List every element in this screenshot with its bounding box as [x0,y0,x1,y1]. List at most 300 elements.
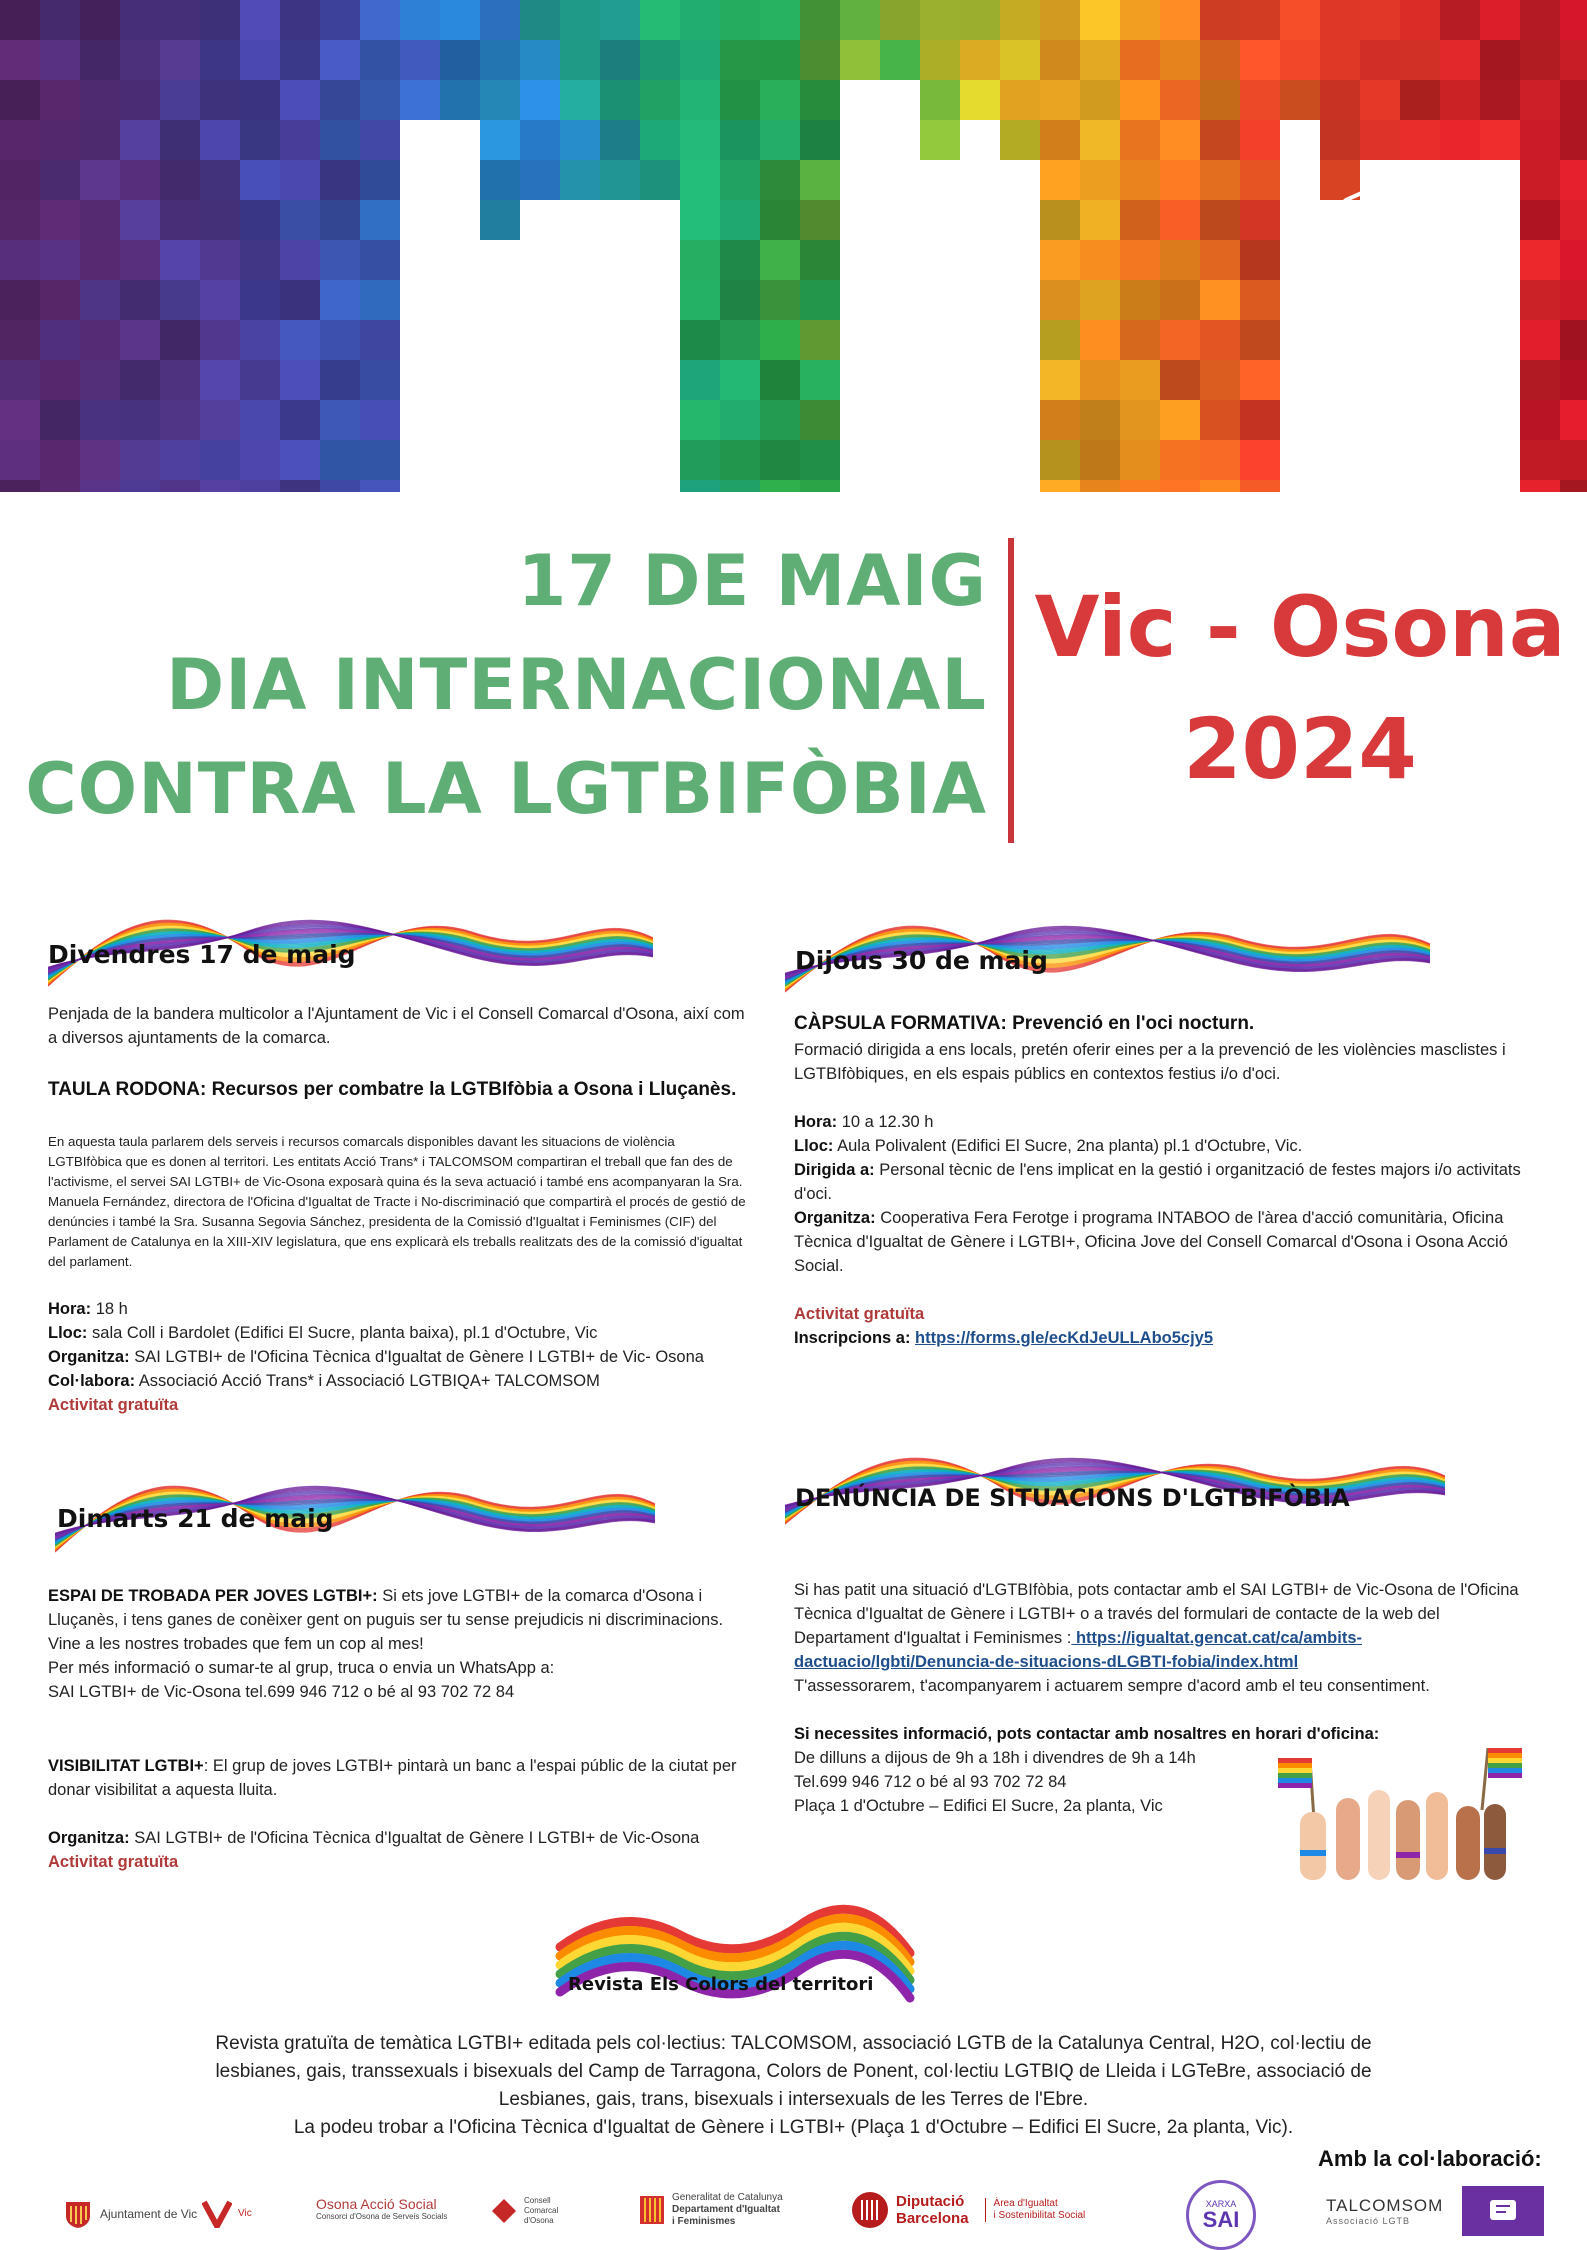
denuncia-banner [785,1422,1445,1542]
collab-label: Amb la col·laboració: [1318,2146,1542,2171]
mosaic-tile [320,480,360,492]
mosaic-tile [1040,120,1080,160]
mosaic-tile [1120,80,1160,120]
logo-consell-comarcal [490,2196,572,2226]
mosaic-tile [800,440,840,480]
event3-espai [48,1584,748,1704]
vic-v-icon [202,2198,232,2228]
denuncia-address: Plaça 1 d'Octubre – Edifici El Sucre, 2a planta, Vic [794,1797,1163,1815]
event3-visibilitat-text: : El grup de joves LGTBI+ pintarà un banc a l'espai públic de la ciutat per donar visibilitat a aquesta lluita. [48,1757,737,1799]
mosaic-tile [1080,120,1120,160]
mosaic-tile [1560,440,1587,480]
mosaic-tile [680,240,720,280]
denuncia-title: DENÚNCIA DE SITUACIONS D'LGTBIFÒBIA [795,1484,1350,1512]
mosaic-tile [240,160,280,200]
mosaic-tile [200,160,240,200]
mosaic-tile [40,440,80,480]
mosaic-tile [1520,0,1560,40]
logo-talcomsom-sub: Associació LGTB [1326,2216,1411,2226]
mosaic-tile [1560,240,1587,280]
mosaic-tile [320,40,360,80]
mosaic-tile [600,0,640,40]
mosaic-tile [280,240,320,280]
mosaic-tile [1200,400,1240,440]
mosaic-tile [320,320,360,360]
mosaic-tile [1560,400,1587,440]
mosaic-tile [120,480,160,492]
mosaic-tile [160,440,200,480]
mosaic-tile [360,440,400,480]
mosaic-tile [320,0,360,40]
mosaic-tile [760,480,800,492]
mosaic-tile [760,200,800,240]
event2-inscripcions-label: Inscripcions a: [794,1329,911,1347]
mosaic-tile [280,120,320,160]
logo-dipu-line2: Barcelona [896,2210,969,2227]
mosaic-tile [40,120,80,160]
denuncia-body [794,1578,1539,1698]
mosaic-tile [680,40,720,80]
mosaic-tile [1000,80,1040,120]
mosaic-tile [720,120,760,160]
mosaic-tile [760,320,800,360]
mosaic-tile [320,440,360,480]
mosaic-tile [1040,240,1080,280]
mosaic-tile [240,200,280,240]
mosaic-tile [120,320,160,360]
event1-details [48,1297,768,1417]
mosaic-tile [1160,240,1200,280]
mosaic-tile [280,80,320,120]
mosaic-tile [640,40,680,80]
mosaic-tile [1160,160,1200,200]
event1-hora: 18 h [95,1300,128,1318]
mosaic-tile [360,0,400,40]
mosaic-tile [240,240,280,280]
diputacio-icon [850,2190,890,2230]
mosaic-tile [400,0,440,40]
mosaic-tile [1160,0,1200,40]
mosaic-tile [280,160,320,200]
mosaic-tile [1240,160,1280,200]
mosaic-tile [320,400,360,440]
logo-diputacio-barcelona [850,2190,1085,2230]
mosaic-tile [40,400,80,440]
mosaic-tile [1520,240,1560,280]
mosaic-tile [320,160,360,200]
mosaic-tile [600,120,640,160]
mosaic-tile [680,120,720,160]
mosaic-tile [600,160,640,200]
mosaic-tile [280,360,320,400]
mosaic-tile [800,320,840,360]
mosaic-tile [160,80,200,120]
title-against: CONTRA LA LGTBIFÒBIA [25,748,987,830]
mosaic-tile [80,80,120,120]
mosaic-tile [280,320,320,360]
logo-gencat-line2: Departament d'Igualtat [672,2204,780,2215]
mosaic-tile [1240,280,1280,320]
event1-hora-label: Hora: [48,1300,92,1318]
mosaic-tile [80,0,120,40]
revista-title: Revista Els Colors del territori [568,1974,874,1995]
mosaic-tile [680,400,720,440]
revista-cover-icon [1462,2186,1544,2236]
logo-revista-cover [1462,2186,1544,2236]
mosaic-tile [360,400,400,440]
mosaic-tile [760,400,800,440]
denuncia-text-after: T'assessorarem, t'acompanyarem i actuarem sempre d'acord amb el teu consentiment. [794,1677,1430,1695]
mosaic-tile [1160,280,1200,320]
mosaic-tile [0,440,40,480]
mosaic-tile [1480,120,1520,160]
mosaic-tile [240,0,280,40]
mosaic-tile [760,80,800,120]
mosaic-tile [1160,360,1200,400]
mosaic-tile [1200,160,1240,200]
mosaic-tile [1520,280,1560,320]
mosaic-tile [40,320,80,360]
mosaic-tile [1560,160,1587,200]
event1-organitza: SAI LGTBI+ de l'Oficina Tècnica d'Igualtat de Gènere I LGTBI+ de Vic- Osona [134,1348,704,1366]
logo-vic2-label: Vic [238,2207,252,2219]
logo-gencat-line3: i Feminismes [672,2216,736,2227]
mosaic-tile [120,440,160,480]
mosaic-tile [1160,440,1200,480]
mosaic-tile [200,0,240,40]
mosaic-tile [320,360,360,400]
date-banner-event2 [785,890,1430,1010]
mosaic-tile [320,80,360,120]
logo-osona-as-label: Osona Acció Social [316,2196,437,2212]
mosaic-tile [1400,0,1440,40]
mosaic-tile [440,40,480,80]
mosaic-tile [360,240,400,280]
mosaic-tile [240,120,280,160]
mosaic-tile [600,40,640,80]
mosaic-tile [1120,320,1160,360]
mosaic-tile [120,360,160,400]
mosaic-tile [1240,440,1280,480]
mosaic-tile [200,400,240,440]
mosaic-tile [1080,240,1120,280]
mosaic-tile [200,360,240,400]
mosaic-tile [160,400,200,440]
denuncia-hours: De dilluns a dijous de 9h a 18h i divendres de 9h a 14h [794,1749,1196,1767]
mosaic-tile [840,40,880,80]
mosaic-tile [1040,200,1080,240]
mosaic-tile [720,280,760,320]
mosaic-tile [1520,320,1560,360]
logo-consell-label: Consell Comarcal d'Osona [524,2196,559,2225]
mosaic-tile [800,160,840,200]
mosaic-tile [360,360,400,400]
mosaic-tile [640,120,680,160]
mosaic-tile [240,80,280,120]
logo-vic-label: Ajuntament de Vic [100,2207,198,2221]
vic-shield-icon [62,2198,94,2230]
mosaic-tile [520,40,560,80]
mosaic-tile [1560,0,1587,40]
mosaic-tile [40,40,80,80]
mosaic-tile [280,200,320,240]
logo-vic-v [202,2198,252,2228]
mosaic-tile [680,200,720,240]
mosaic-tile [280,280,320,320]
mosaic-tile [0,280,40,320]
mosaic-tile [360,200,400,240]
mosaic-tile [1080,360,1120,400]
mosaic-tile [1560,80,1587,120]
mosaic-tile [1560,360,1587,400]
event1-heading: TAULA RODONA: Recursos per combatre la LGTBIfòbia a Osona i Lluçanès. [48,1079,737,1100]
mosaic-tile [1000,0,1040,40]
mosaic-tile [280,40,320,80]
mosaic-tile [920,0,960,40]
event3-organitza: SAI LGTBI+ de l'Oficina Tècnica d'Igualtat de Gènere I LGTBI+ de Vic-Osona [134,1829,700,1847]
mosaic-tile [40,360,80,400]
logo-osona-as-sub: Consorci d'Osona de Serveis Socials [316,2212,448,2221]
mosaic-tile [960,0,1000,40]
mosaic-tile [1120,120,1160,160]
event2-description: Formació dirigida a ens locals, pretén oferir eines per a la prevenció de les violències masclistes i LGTBIfòbiques, en els espais públics en contextos festius i/o d'oci. [794,1041,1506,1083]
mosaic-tile [80,400,120,440]
mosaic-tile [1200,320,1240,360]
event3-footer [48,1826,768,1874]
event3-contact-line1: Per més informació o sumar-te al grup, truca o envia un WhatsApp a: [48,1659,555,1677]
logo-gencat-line1: Generalitat de Catalunya [672,2192,783,2203]
mosaic-tile [0,200,40,240]
rainbow-ribbon-icon [785,1422,1445,1542]
mosaic-tile [640,80,680,120]
event3-free: Activitat gratuïta [48,1853,179,1871]
mosaic-tile [120,80,160,120]
mosaic-tile [1080,160,1120,200]
event3-espai-text: Si ets jove LGTBI+ de la comarca d'Osona i Lluçanès, i tens ganes de conèixer gent on puguis ser tu sense prejudicis ni discriminacions. Vine a les nostres trobades que fem un cop al mes! [48,1587,724,1653]
mosaic-tile [120,280,160,320]
mosaic-tile [0,80,40,120]
mosaic-tile [1080,200,1120,240]
event2-footer [794,1302,1544,1350]
mosaic-tile [1360,120,1400,160]
mosaic-tile [80,440,120,480]
mosaic-tile [920,80,960,120]
revista-line2: lesbianes, gais, transsexuals i bisexuals del Camp de Tarragona, Colors de Ponent, col·lectiu LGTBIQ de Lleida i LGTeBre, associació de [215,2061,1372,2082]
mosaic-tile [1560,280,1587,320]
mosaic-tile [200,320,240,360]
mosaic-tile [1280,80,1320,120]
mosaic-tile [720,240,760,280]
mosaic-tile [40,240,80,280]
revista-line1: Revista gratuïta de temàtica LGTBI+ editada pels col·lectius: TALCOMSOM, associació LGTB de la Catalunya Central, H2O, col·lectiu de [215,2033,1372,2054]
denuncia-text-before: Si has patit una situació d'LGTBIfòbia, pots contactar amb el SAI LGTBI+ de Vic-Osona de l'Oficina Tècnica d'Igualtat de Gènere i LGTBI+ o a través del formulari de contacte de la web del Departament d'Igualtat i Feminismes : [794,1581,1519,1647]
mosaic-tile [1240,200,1280,240]
mosaic-tile [40,480,80,492]
mosaic-tile [1040,480,1080,492]
mosaic-tile [1520,120,1560,160]
mosaic-tile [760,160,800,200]
mosaic-tile [1560,320,1587,360]
mosaic-tile [1080,0,1120,40]
mosaic-tile [80,120,120,160]
mosaic-tile [1120,240,1160,280]
mosaic-tile [1240,400,1280,440]
mosaic-tile [160,0,200,40]
mosaic-tile [1440,40,1480,80]
mosaic-tile [0,360,40,400]
mosaic-tile [320,200,360,240]
mosaic-tile [0,400,40,440]
mosaic-tile [120,0,160,40]
revista-text [0,2030,1587,2142]
mosaic-tile [1360,40,1400,80]
event2-details [794,1110,1544,1278]
mosaic-tile [1520,480,1560,492]
logo-sai-line1: XARXA [1205,2199,1237,2209]
mosaic-tile [320,280,360,320]
mosaic-tile [800,0,840,40]
mosaic-tile [1560,480,1587,492]
mosaic-tile [1240,360,1280,400]
mosaic-tile [440,0,480,40]
mosaic-tile [360,320,400,360]
mosaic-tile [1240,120,1280,160]
mosaic-tile [0,160,40,200]
mosaic-tile [1320,0,1360,40]
mosaic-tile [200,120,240,160]
logo-sai-line2: SAI [1202,2207,1240,2232]
mosaic-tile [680,320,720,360]
mosaic-tile [1040,280,1080,320]
mosaic-tile [360,80,400,120]
mosaic-tile [0,120,40,160]
mosaic-tile [360,280,400,320]
mosaic-tile [1520,200,1560,240]
mosaic-tile [80,200,120,240]
mosaic-tile [960,80,1000,120]
mosaic-tile [560,0,600,40]
mosaic-tile [880,40,920,80]
mosaic-tile [240,440,280,480]
mosaic-tile [1200,80,1240,120]
mosaic-tile [1120,440,1160,480]
mosaic-tile [680,360,720,400]
event2-organitza-label: Organitza: [794,1209,876,1227]
mosaic-tile [1080,80,1120,120]
mosaic-tile [480,160,520,200]
mosaic-tile [720,480,760,492]
mosaic-tile [1000,120,1040,160]
mosaic-tile [1240,480,1280,492]
mosaic-tile [800,400,840,440]
mosaic-tile [80,240,120,280]
mosaic-tile [720,80,760,120]
mosaic-tile [80,40,120,80]
event2-lloc: Aula Polivalent (Edifici El Sucre, 2na planta) pl.1 d'Octubre, Vic. [837,1137,1303,1155]
mosaic-tile [360,480,400,492]
mosaic-tile [320,120,360,160]
mosaic-tile [800,80,840,120]
mosaic-tile [1520,160,1560,200]
event1-intro: Penjada de la bandera multicolor a l'Ajuntament de Vic i el Consell Comarcal d'Osona, així com a diversos ajuntaments de la comarca. [48,1005,745,1047]
event2-inscripcions-link[interactable]: https://forms.gle/ecKdJeULLAbo5cjy5 [915,1329,1214,1347]
mosaic-tile [680,280,720,320]
mosaic-tile [1040,40,1080,80]
mosaic-tile [1360,0,1400,40]
mosaic-tile [680,80,720,120]
mosaic-tile [160,280,200,320]
event3-organitza-label: Organitza: [48,1829,130,1847]
mosaic-tile [1320,120,1360,160]
mosaic-tile [800,120,840,160]
mosaic-tile [480,0,520,40]
mosaic-tile [1160,320,1200,360]
mosaic-tile [120,160,160,200]
event2-dirigida: Personal tècnic de l'ens implicat en la gestió i organització de festes majors i/o activitats d'oci. [794,1161,1521,1203]
mosaic-tile [1040,400,1080,440]
title-place: Vic - Osona [1034,578,1566,676]
mosaic-tile [1040,320,1080,360]
mosaic-tile [320,240,360,280]
event3-visibilitat-heading: VISIBILITAT LGTBI+ [48,1757,204,1775]
mosaic-tile [1200,280,1240,320]
mosaic-tile [80,320,120,360]
mosaic-tile [720,160,760,200]
mosaic-tile [520,160,560,200]
mosaic-tile [1200,40,1240,80]
mosaic-tile [0,320,40,360]
mosaic-tile [600,80,640,120]
mosaic-tile [1560,40,1587,80]
mosaic-tile [80,160,120,200]
mosaic-tile [1120,280,1160,320]
denuncia-phone: Tel.699 946 712 o bé al 93 702 72 84 [794,1773,1067,1791]
consell-shield-icon [490,2197,518,2225]
mosaic-tile [1080,440,1120,480]
denuncia-link[interactable]: https://igualtat.gencat.cat/ca/ambits-dactuacio/lgbti/Denuncia-de-situacions-dLGBTI-fobia/index.html [794,1629,1362,1671]
mosaic-tile [1080,280,1120,320]
event2-dirigida-label: Dirigida a: [794,1161,875,1179]
mosaic-tile [1480,40,1520,80]
mosaic-tile [1520,40,1560,80]
mosaic-tile [1440,0,1480,40]
event1-lloc: sala Coll i Bardolet (Edifici El Sucre, planta baixa), pl.1 d'Octubre, Vic [92,1324,598,1342]
denuncia-info-heading: Si necessites informació, pots contactar amb nosaltres en horari d'oficina: [794,1725,1380,1743]
mosaic-tile [160,480,200,492]
event2-lloc-label: Lloc: [794,1137,834,1155]
mosaic-tile [160,240,200,280]
mosaic-tile [40,160,80,200]
event2-organitza: Cooperativa Fera Ferotge i programa INTABOO de l'àrea d'acció comunitària, Oficina Tècnica d'Igualtat de Gènere i LGTBI+, Oficina Jove del Consell Comarcal d'Osona i Osona Acció Social. [794,1209,1508,1275]
mosaic-tile [40,200,80,240]
mosaic-tile [1080,40,1120,80]
mosaic-tile [480,200,520,240]
mosaic-tile [720,440,760,480]
mosaic-tile [240,480,280,492]
mosaic-tile [1240,320,1280,360]
mosaic-tile [1160,120,1200,160]
mosaic-tile [1200,240,1240,280]
title-divider [1008,538,1014,843]
event2-date: Dijous 30 de maig [795,946,1048,975]
mosaic-tile [120,240,160,280]
mosaic-tile [720,360,760,400]
mosaic-tile [1040,360,1080,400]
mosaic-tile [1040,0,1080,40]
mosaic-tile [1520,400,1560,440]
mosaic-tile [240,40,280,80]
mosaic-tile [1160,400,1200,440]
